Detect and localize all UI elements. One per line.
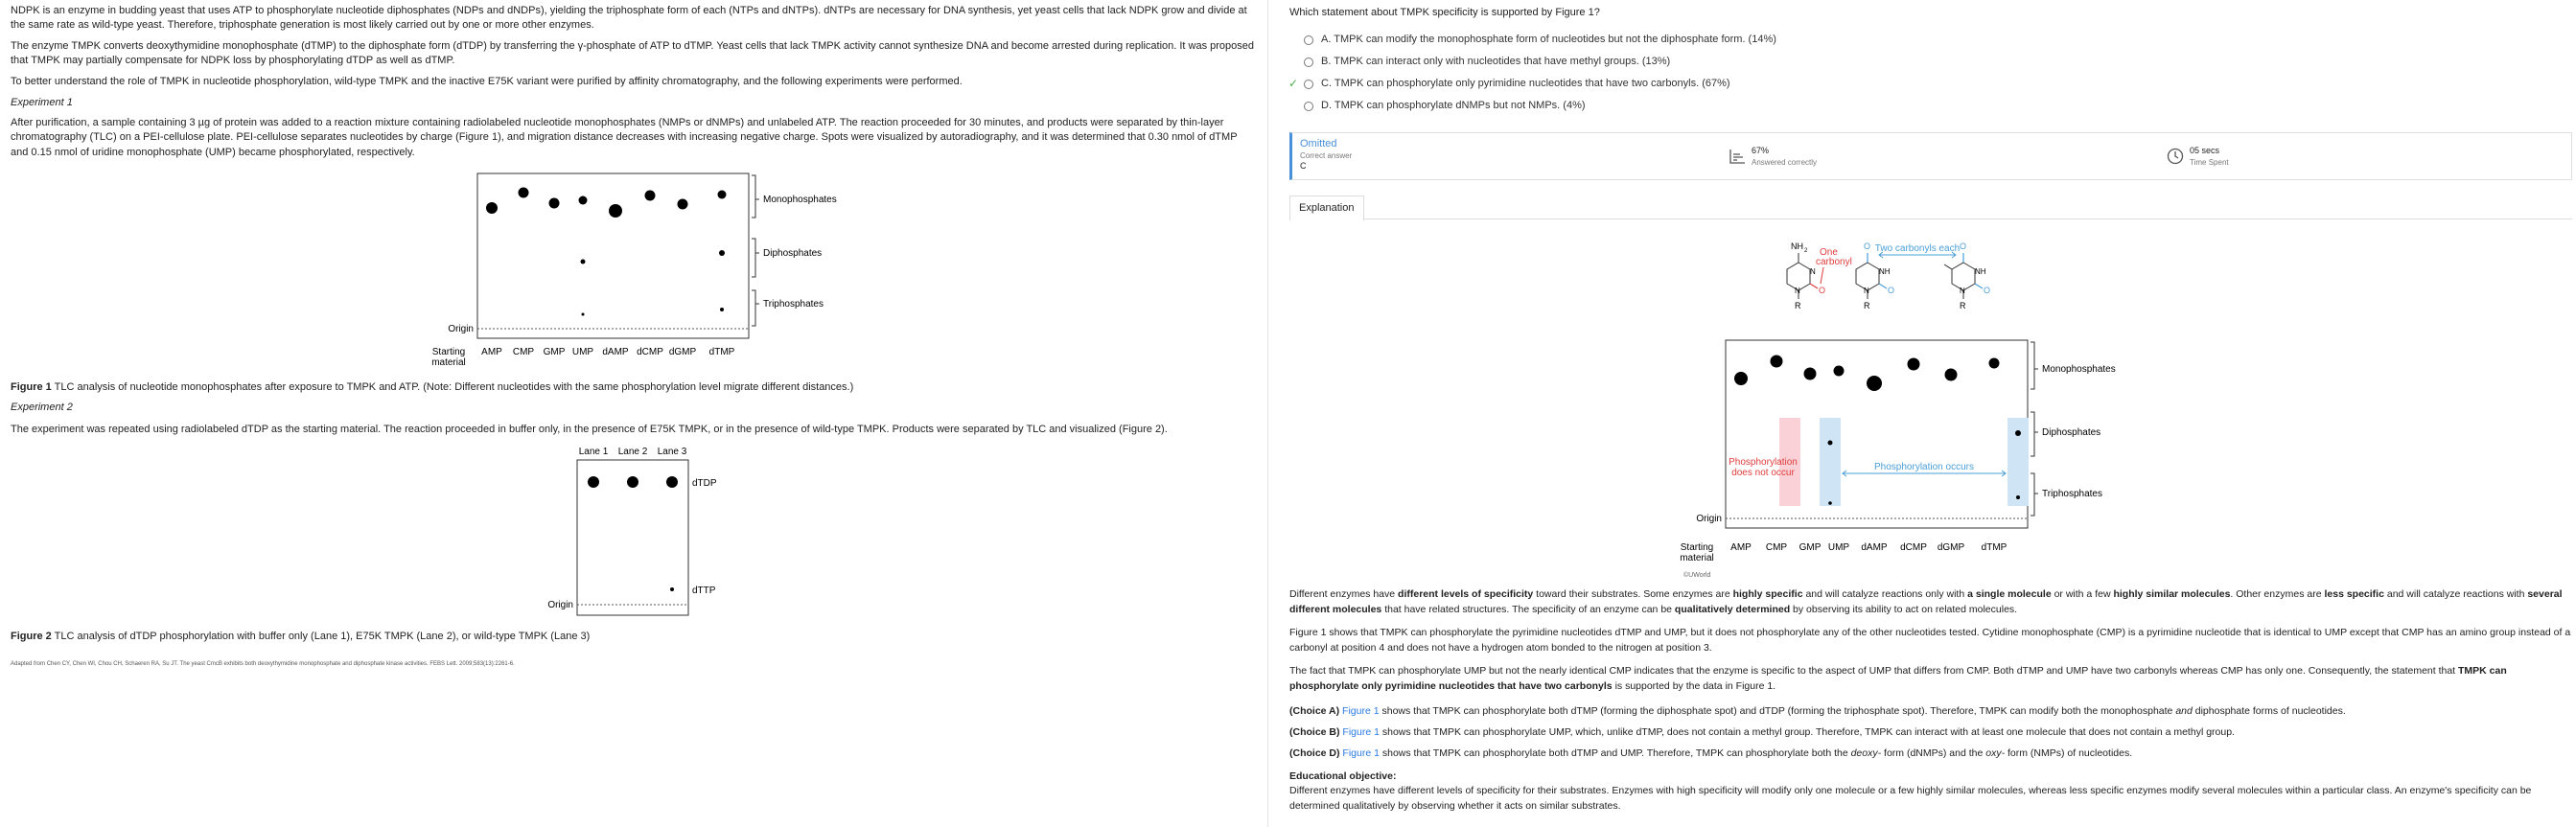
phosphorylation-occurs-label: Phosphorylation occurs: [1874, 462, 1974, 472]
lane-label: dCMP: [637, 347, 663, 357]
figure-1-caption-text: TLC analysis of nucleotide monophosphates after exposure to TMPK and ATP. (Note: Different nucleotides with the same phosphorylation level migrate different distances.): [51, 381, 854, 393]
passage-paragraph: To better understand the role of TMPK in nucleotide phosphorylation, wild-type TMPK and the inactive E75K variant were purified by affinity chromatography, and the following experiments were performed.: [11, 76, 963, 87]
spot: [2016, 495, 2020, 499]
radio-button[interactable]: [1304, 35, 1313, 45]
no-phosphorylation-label: does not occur: [1731, 468, 1795, 478]
experiment-2-title: Experiment 2: [11, 402, 73, 413]
spot: [1828, 441, 1833, 446]
spot: [627, 476, 638, 488]
spot: [666, 476, 678, 488]
tlc-plate: [1726, 340, 2028, 528]
spot: [1804, 368, 1817, 380]
bracket: [752, 290, 759, 326]
band-label: Triphosphates: [763, 299, 824, 310]
spot: [2015, 430, 2021, 436]
figure-1-link[interactable]: Figure 1: [1342, 726, 1380, 738]
band-label: Diphosphates: [763, 248, 823, 259]
band-label: dTDP: [692, 478, 717, 489]
svg-text:R: R: [1795, 301, 1801, 310]
figure-2-caption: [11, 630, 590, 644]
status-text: Omitted: [1300, 138, 1337, 149]
two-carbonyls-label: Two carbonyls each: [1874, 243, 1961, 254]
band-label: Triphosphates: [2042, 489, 2102, 499]
svg-text:NH: NH: [1975, 267, 1986, 276]
answer-option-a[interactable]: [1304, 33, 1776, 47]
spot: [720, 308, 724, 311]
figure-1-caption: [11, 380, 853, 395]
choice-d-explanation: (Choice D) Figure 1 shows that TMPK can phosphorylate both dTMP and UMP. Therefore, TMPK can phosphorylate both the deoxy- form (dNMPs) and the oxy- form (NMPs) of nucleotides.: [1289, 747, 2133, 759]
radio-button[interactable]: [1304, 102, 1313, 111]
panel-divider: [1267, 0, 1268, 827]
spot: [1908, 358, 1920, 371]
correct-check-icon: ✓: [1288, 77, 1299, 90]
svg-text:N: N: [1864, 287, 1869, 295]
tab-explanation[interactable]: Explanation: [1289, 195, 1364, 221]
answer-option-b[interactable]: [1304, 55, 1670, 69]
clock-icon: [2167, 148, 2184, 165]
spot: [582, 313, 585, 316]
correct-answer-value: C: [1300, 160, 1307, 171]
correct-answer-label: Correct answer: [1300, 151, 1353, 161]
svg-text:NH: NH: [1879, 267, 1891, 276]
spot: [670, 587, 674, 591]
figure-1-link[interactable]: Figure 1: [1342, 705, 1380, 717]
educational-objective-title: Educational objective:: [1289, 770, 1397, 782]
lane-label: CMP: [512, 347, 535, 357]
time-value: 05 secs: [2190, 146, 2220, 155]
spot: [1771, 356, 1783, 368]
option-text: D. TMPK can phosphorylate dNMPs but not NMPs. (4%): [1321, 100, 1586, 111]
lane-label: dTMP: [708, 347, 735, 357]
radio-button[interactable]: [1304, 57, 1313, 67]
svg-text:AMP: AMP: [1730, 542, 1752, 553]
educational-objective-text: Different enzymes have different levels of specificity for their substrates. Enzymes with high specificity will modify only one molecule or a few highly similar molecules, whereas less specific enzymes modify several molecules within a particular class. An enzyme's specificity can be determined qualitatively by observing whether it acts on similar substrates.: [1289, 785, 2532, 812]
one-carbonyl-label: carbonyl: [1816, 257, 1852, 267]
one-carbonyl-label: One: [1820, 247, 1838, 258]
experiment-1-title: Experiment 1: [11, 97, 73, 108]
question-text: Which statement about TMPK specificity is supported by Figure 1?: [1289, 7, 1600, 18]
band-label: Diphosphates: [2042, 427, 2101, 438]
svg-text:material: material: [1680, 553, 1714, 563]
origin-label: Origin: [547, 600, 573, 610]
svg-text:Starting: Starting: [1680, 542, 1714, 553]
svg-text:R: R: [1864, 301, 1870, 310]
band-label: Monophosphates: [763, 195, 837, 205]
lane-label: Lane 1: [578, 447, 609, 457]
lane-label: dAMP: [602, 347, 629, 357]
spot: [581, 260, 586, 264]
spot: [1989, 358, 2000, 369]
passage-paragraph: The experiment was repeated using radiolabeled dTDP as the starting material. The reaction proceeded in buffer only, in the presence of E75K TMPK, or in the presence of wild-type TMPK. Products were separated by TLC and visualized (Figure 2).: [11, 424, 1168, 435]
bracket: [752, 175, 759, 218]
bracket: [752, 239, 759, 277]
choice-b-explanation: (Choice B) Figure 1 shows that TMPK can phosphorylate UMP, which, unlike dTMP, does not contain a methyl group. Therefore, TMPK can interact with at least one molecule that does not contain a methyl group.: [1289, 726, 2235, 738]
origin-label: Origin: [1696, 514, 1722, 524]
figure-1-link[interactable]: Figure 1: [1342, 747, 1380, 759]
spot: [1834, 366, 1845, 377]
copyright: ©UWorld: [1683, 572, 1711, 579]
answer-stats-bar: [1289, 132, 2572, 180]
origin-label: Origin: [448, 324, 474, 334]
svg-text:CMP: CMP: [1765, 542, 1788, 553]
figure-1-label: Figure 1: [11, 381, 52, 393]
spot: [645, 191, 656, 201]
spot: [1945, 369, 1958, 381]
figure-2-label: Figure 2: [11, 631, 52, 642]
lane-label: GMP: [543, 347, 566, 357]
spot: [678, 199, 688, 210]
explanation-paragraph: The fact that TMPK can phosphorylate UMP but not the nearly identical CMP indicates that the enzyme is specific to the aspect of UMP that differs from CMP. Both dTMP and UMP have two carbonyls whereas CMP has only one. Consequently, the statement that TMPK can phosphorylate only pyrimidine nucleotides that have two carbonyls is supported by the data in Figure 1.: [1289, 665, 2507, 692]
bar-chart-icon: [1729, 148, 1746, 165]
phosphorylation-highlight-ump: [1820, 418, 1841, 506]
answer-option-c[interactable]: [1304, 77, 1730, 91]
svg-text:O: O: [1960, 241, 1967, 251]
passage-paragraph: After purification, a sample containing 3 µg of protein was added to a reaction mixture containing radiolabeled nucleotide monophosphates (NMPs or dNMPs) and unlabeled ATP. The reaction proceeded for 30 minutes, and products were separated by thin-layer chromatography (TLC) on a PEI-cellulose plate. PEI-cellulose separates nucleotides by charge (Figure 1), and migration distance decreases with increasing negative charge. Spots were visualized by autoradiography, and it was determined that 0.30 nmol of dTMP and 0.15 nmol of uridine monophosphate (UMP) became phosphorylated, respectively.: [11, 117, 1238, 158]
tab-underline: [1289, 218, 2572, 219]
spot: [486, 202, 498, 214]
svg-text:N: N: [1810, 267, 1816, 276]
spot: [1828, 501, 1832, 505]
no-phosphorylation-label: Phosphorylation: [1729, 457, 1798, 468]
carbonyl-oxygen: O: [1819, 286, 1826, 295]
svg-text:UMP: UMP: [1827, 542, 1850, 553]
spot: [519, 188, 529, 198]
time-spent: [2167, 145, 2229, 168]
option-text: A. TMPK can modify the monophosphate form of nucleotides but not the diphosphate form. (14%): [1321, 34, 1776, 45]
percent-label: Answered correctly: [1752, 157, 1818, 167]
svg-text:N: N: [1960, 287, 1965, 295]
lane-label: Lane 3: [657, 447, 687, 457]
passage-panel: [0, 0, 1265, 827]
svg-text:O: O: [1888, 286, 1895, 295]
tlc-plate: [477, 173, 749, 338]
answer-option-d[interactable]: [1304, 99, 1586, 113]
time-label: Time Spent: [2190, 157, 2229, 167]
svg-text:dAMP: dAMP: [1861, 542, 1888, 553]
figure-2-tlc: [537, 443, 729, 620]
passage-paragraph: The enzyme TMPK converts deoxythymidine monophosphate (dTMP) to the diphosphate form (dTDP) by transferring the γ-phosphate of ATP to dTMP. Yeast cells that lack TMPK activity cannot synthesize DNA and become arrested during replication. It was proposed that TMPK may partially compensate for NDPK loss by phosphorylating dTDP as well as dTMP.: [11, 40, 1255, 67]
passage-paragraph: NDPK is an enzyme in budding yeast that uses ATP to phosphorylate nucleotide diphosphates (NDPs and dNDPs), yielding the triphosphate form of each (NTPs and dNTPs). dNTPs are necessary for DNA synthesis, yet yeast cells that lack NDPK grow and divide at the same rate as wild-type yeast. Therefore, triphosphate generation is most likely carried out by one or more other enzymes.: [11, 5, 1247, 32]
lane-label: Lane 2: [617, 447, 648, 457]
starting-material-label: Starting: [431, 347, 466, 357]
explanation-paragraph: Figure 1 shows that TMPK can phosphorylate the pyrimidine nucleotides dTMP and UMP, but it does not phosphorylate any of the other nucleotides tested. Cytidine monophosphate (CMP) is a pyrimidine nucleotide that is identical to UMP except that CMP has an amino group instead of a carbonyl at position 4 and does not have a hydrogen atom bonded to the nitrogen at position 3.: [1289, 627, 2571, 654]
percent-correct: [1729, 145, 1817, 168]
percent-value: 67%: [1752, 146, 1770, 155]
explanation-paragraph: Different enzymes have different levels of specificity toward their substrates. Some enzymes are highly specific and will catalyze reactions only with a single molecule or with a few highly similar molecules. Other enzymes are less specific and will catalyze reactions with several different molecules that have related structures. The specificity of an enzyme can be qualitatively determined by observing its ability to act on related molecules.: [1289, 588, 2563, 615]
lane-label: AMP: [481, 347, 502, 357]
band-label: Monophosphates: [2042, 364, 2116, 375]
spot: [588, 476, 599, 488]
option-text: B. TMPK can interact only with nucleotides that have methyl groups. (13%): [1321, 56, 1671, 67]
spot: [718, 191, 727, 199]
answer-status: [1300, 137, 1352, 172]
lane-label: UMP: [571, 347, 594, 357]
figure-2-caption-text: TLC analysis of dTDP phosphorylation with buffer only (Lane 1), E75K TMPK (Lane 2), or wild-type TMPK (Lane 3): [51, 631, 591, 642]
amino-group: NH: [1791, 241, 1803, 251]
svg-text:dGMP: dGMP: [1937, 542, 1965, 553]
svg-text:O: O: [1864, 241, 1871, 251]
figure-1-tlc: [422, 171, 882, 372]
radio-button[interactable]: [1304, 80, 1313, 89]
svg-text:O: O: [1984, 286, 1991, 295]
source-credit: Adapted from Chen CY, Chen WI, Chou CH, Schaeren RA, Su JT. The yeast CmcB exhibits both deoxythymidine monophosphate and diphosphate kinase activities. FEBS Lett. 2009;583(13):2261-6.: [11, 661, 515, 667]
lane-label: dGMP: [668, 347, 697, 357]
band-label: dTTP: [692, 586, 716, 596]
option-text: C. TMPK can phosphorylate only pyrimidine nucleotides that have two carbonyls. (67%): [1321, 78, 1730, 89]
starting-material-label: material: [431, 357, 466, 368]
spot: [549, 198, 560, 209]
spot: [719, 250, 725, 256]
svg-text:GMP: GMP: [1799, 542, 1822, 553]
svg-text:2: 2: [1804, 248, 1808, 254]
explanation-figure-1: [1670, 335, 2116, 580]
spot: [609, 204, 622, 218]
cytosine-structure: [1787, 241, 1852, 310]
nucleotide-structures: [1777, 236, 2142, 332]
question-panel: [1279, 0, 2576, 827]
svg-text:N: N: [1795, 287, 1800, 295]
svg-text:dCMP: dCMP: [1900, 542, 1927, 553]
spot: [1867, 376, 1882, 391]
spot: [579, 196, 588, 205]
spot: [1734, 372, 1748, 385]
choice-a-explanation: (Choice A) Figure 1 shows that TMPK can phosphorylate both dTMP (forming the diphosphate spot) and dTDP (forming the triphosphate spot). Therefore, TMPK can modify both the monophosphate and diphosphate forms of nucleotides.: [1289, 705, 2346, 717]
svg-text:dTMP: dTMP: [1981, 542, 2007, 553]
svg-text:R: R: [1960, 301, 1966, 310]
